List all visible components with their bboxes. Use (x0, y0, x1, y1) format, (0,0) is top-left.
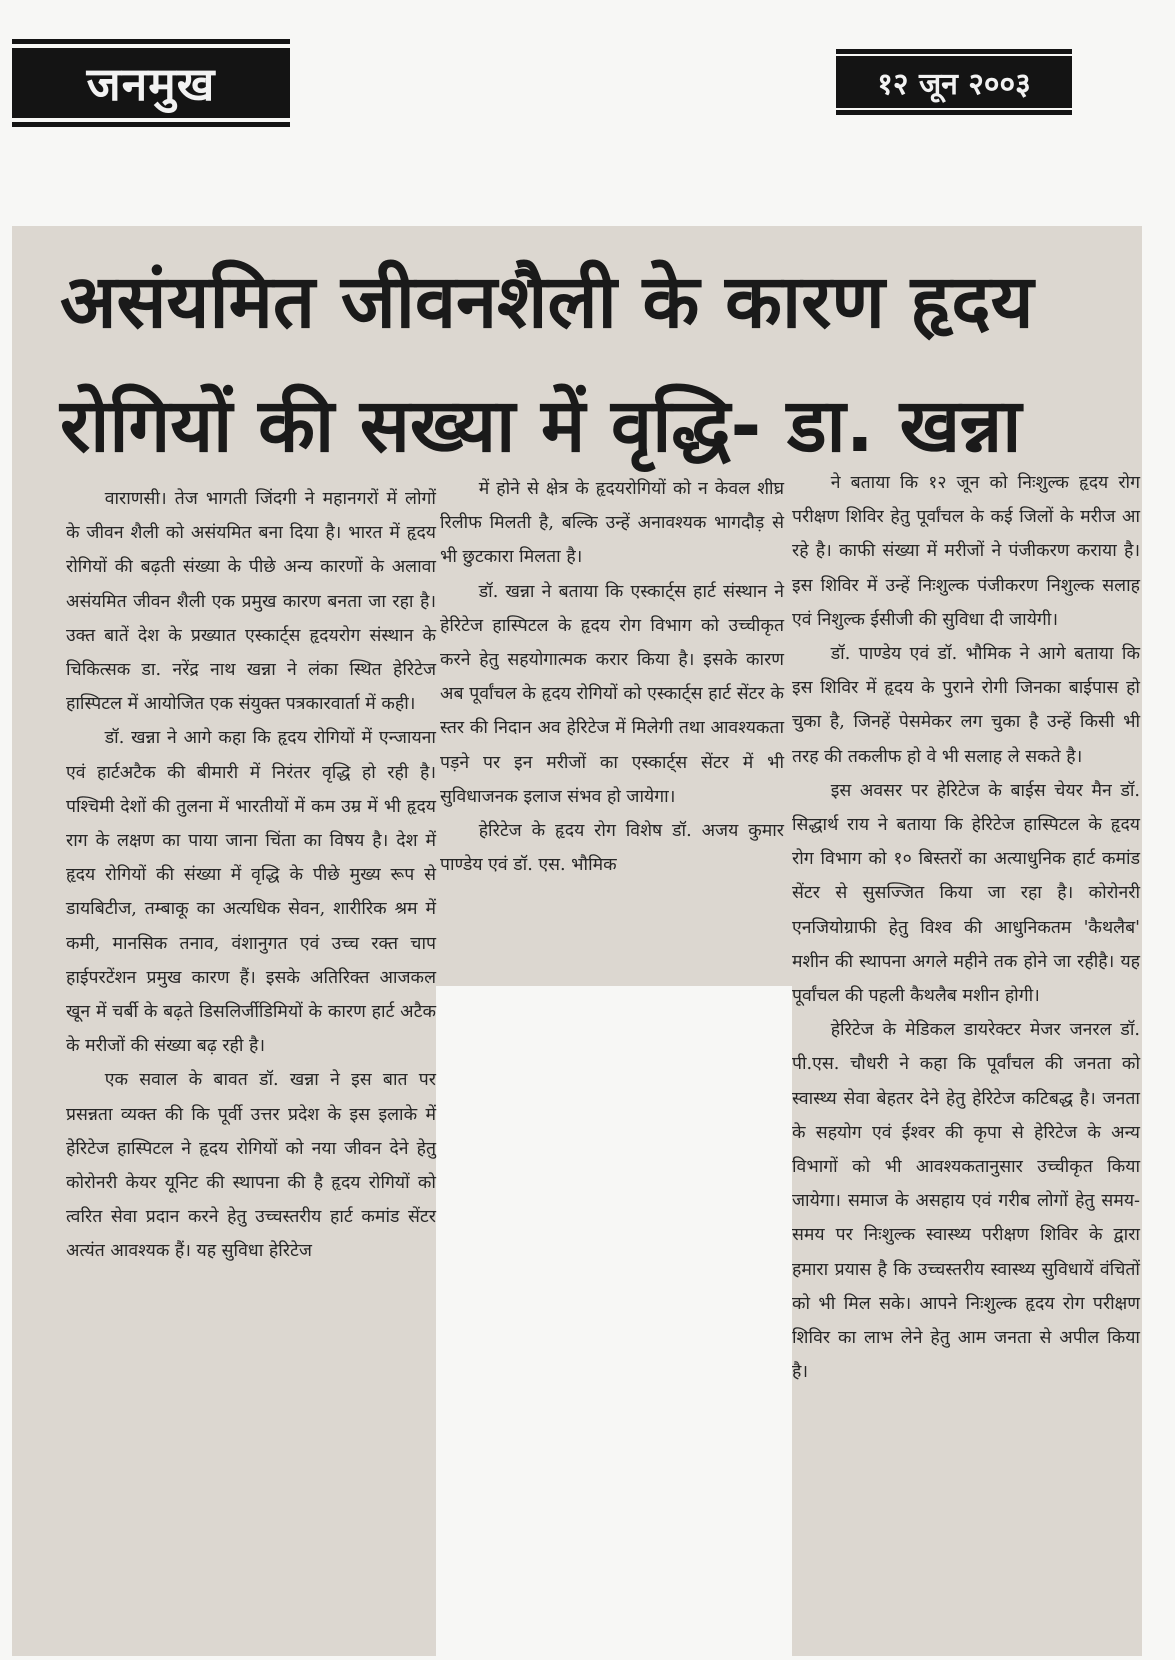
publication-name: जनमुख (12, 48, 290, 118)
paragraph: ने बताया कि १२ जून को निःशुल्क हृदय रोग परीक्षण शिविर हेतु पूर्वांचल के कई जिलों के मरीज आ रहे है। काफी संख्या में मरीजों ने पंजीकरण कराया है। इस शिविर में उन्हें निःशुल्क पंजीकरण निशुल्क सलाह एवं निशुल्क ईसीजी की सुविधा दी जायेगी। (792, 473, 1140, 630)
article-column-3 (792, 466, 1140, 1389)
paragraph: इस अवसर पर हेरिटेज के बाईस चेयर मैन डॉ. सिद्धार्थ राय ने बताया कि हेरिटेज हास्पिटल के हृदय रोग विभाग को १० बिस्तरों का अत्याधुनिक हार्ट कमांड सेंटर से सुसज्जित किया जा रहा है। कोरोनरी एनजियोग्राफी हेतु विश्व की आधुनिकतम 'कैथलैब' मशीन की स्थापना अगले महीने तक होने जा रहीहै। यह पूर्वांचल की पहली कैथलैब मशीन होगी। (792, 780, 1140, 1007)
paragraph: डॉ. खन्ना ने आगे कहा कि हृदय रोगियों में एन्जायना एवं हार्टअटैक की बीमारी में निरंतर वृद्धि हो रही है। पश्चिमी देशों की तुलना में भारतीयों में कम उम्र में भी हृदय राग के लक्षण का पाया जाना चिंता का विषय है। देश में हृदय रोगियों की संख्या में वृद्धि के पीछे मुख्य रूप से डायबिटीज, तम्बाकू का अत्यधिक सेवन, शारीरिक श्रम में कमी, मानसिक तनाव, वंशानुगत एवं उच्च रक्त चाप हाईपरटेंशन प्रमुख कारण हैं। इसके अतिरिक्त आजकल खून में चर्बी के बढ़ते डिसलिर्जीडिमियों के कारण हार्ट अटैक के मरीजों की संख्या बढ़ रही है। (66, 728, 436, 1057)
paragraph: डॉ. खन्ना ने बताया कि एस्कार्ट्स हार्ट संस्थान ने हेरिटेज हास्पिटल के हृदय रोग विभाग को उच्चीकृत करने हेतु सहयोगात्मक करार किया है। इसके कारण अब पूर्वांचल के हृदय रोगियों को एस्कार्ट्स हार्ट सेंटर के स्तर की निदान अव हेरिटेज में मिलेगी तथा आवश्यकता पड़ने पर इन मरीजों का एस्कार्ट्स सेंटर में भी सुविधाजनक इलाज संभव हो जायेगा। (440, 581, 784, 807)
article-column-1 (66, 482, 436, 1269)
paragraph: वाराणसी। तेज भागती जिंदगी ने महानगरों में लोगों के जीवन शैली को असंयमित बना दिया है। भारत में हृदय रोगियों की बढ़ती संख्या के पीछे अन्य कारणों के अलावा असंयमित जीवन शैली एक प्रमुख कारण बनता जा रहा है। उक्त बातें देश के प्रख्यात एस्कार्ट्स हृदयरोग संस्थान के चिकित्सक डा. नरेंद्र नाथ खन्ना ने लंका स्थित हेरिटेज हास्पिटल में आयोजित एक संयुक्त पत्रकारवार्ता में कही। (66, 489, 436, 715)
paragraph: में होने से क्षेत्र के हृदयरोगियों को न केवल शीघ्र रिलीफ मिलती है, बल्कि उन्हें अनावश्यक भागदौड़ से भी छुटकारा मिलता है। (440, 479, 784, 568)
paragraph: डॉ. पाण्डेय एवं डॉ. भौमिक ने आगे बताया कि इस शिविर में हृदय के पुराने रोगी जिनका बाईपास हो चुका है, जिनहें पेसमेकर लग चुका है उन्हें किसी भी तरह की तकलीफ हो वे भी सलाह ले सकते है। (792, 644, 1140, 767)
clipping-cutout-gap (436, 986, 792, 1660)
paragraph: हेरिटेज के हृदय रोग विशेष डॉ. अजय कुमार पाण्डेय एवं डॉ. एस. भौमिक (440, 821, 784, 876)
paragraph: एक सवाल के बावत डॉ. खन्ना ने इस बात पर प्रसन्नता व्यक्त की कि पूर्वी उत्तर प्रदेश के इस इलाके में हेरिटेज हास्पिटल ने हृदय रोगियों को नया जीवन देने हेतु कोरोनरी केयर यूनिट की स्थापना की है हृदय रोगियों को त्वरित सेवा प्रदान करने हेतु उच्चस्तरीय हार्ट कमांड सेंटर अत्यंत आवश्यक हैं। यह सुविधा हेरिटेज (66, 1070, 436, 1262)
article-column-2 (440, 472, 784, 882)
article-headline: असंयमित जीवनशैली के कारण हृदय रोगियों की सख्या में वृद्धि- डा. खन्ना (60, 259, 1034, 469)
publication-date: १२ जून २००३ (836, 56, 1072, 108)
paragraph: हेरिटेज के मेडिकल डायरेक्टर मेजर जनरल डॉ. पी.एस. चौधरी ने कहा कि पूर्वांचल की जनता को स्वास्थ्य सेवा बेहतर देने हेतु हेरिटेज कटिबद्ध है। जनता के सहयोग एवं ईश्वर की कृपा से हेरिटेज के अन्य विभागों को भी आवश्यकतानुसार उच्चीकृत किया जायेगा। समाज के असहाय एवं गरीब लोगों हेतु समय-समय पर निःशुल्क स्वास्थ्य परीक्षण शिविर के द्वारा हमारा प्रयास है कि उच्चस्तरीय स्वास्थ्य सुविधायें वंचितों को भी मिल सके। आपने निःशुल्क हृदय रोग परीक्षण शिविर का लाभ लेने हेतु आम जनता से अपील किया है। (792, 1020, 1140, 1383)
